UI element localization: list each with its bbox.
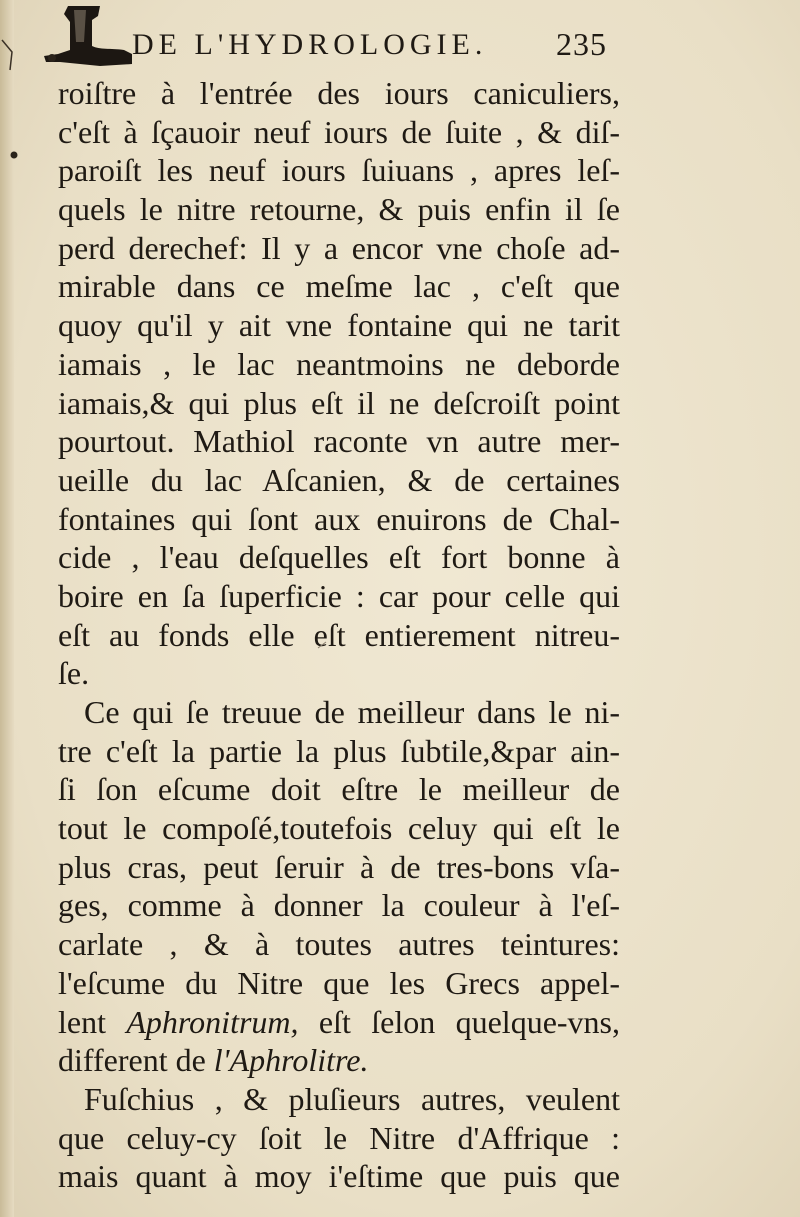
text-line: l'eſcume du Nitre que les Grecs appel-	[58, 964, 620, 1001]
body-text	[58, 74, 620, 1196]
text-line: plus cras, peut ſeruir à de tres-bons vſa-	[58, 848, 620, 885]
running-head: DE L'HYDROLOGIE.	[132, 28, 488, 61]
text-line: ſe.	[58, 655, 90, 692]
text-line: paroiſt les neuf iours ſuiuans , apres leſ-	[58, 152, 620, 189]
text-line: pourtout. Mathiol raconte vn autre mer-	[58, 423, 620, 460]
text-line: tout le compoſé,toutefois celuy qui eſt le	[58, 810, 620, 847]
text-line: mirable dans ce meſme lac , c'eſt que	[58, 268, 620, 305]
text-line: iamais,& qui plus eſt il ne deſcroiſt point	[58, 384, 620, 421]
text-line: roiſtre à l'entrée des iours caniculiers,	[58, 75, 620, 111]
text-segment: eſt ſelon quelque-vns,	[298, 1003, 621, 1040]
text-line: eſt au fonds elle eſt entierement nitreu-	[58, 616, 620, 653]
woodcut-ornament	[40, 6, 135, 68]
text-line: c'eſt à ſçauoir neuf iours de ſuite , & diſ-	[58, 113, 620, 150]
page-number: 235	[556, 26, 607, 62]
text-line: que celuy-cy ſoit le Nitre d'Affrique :	[58, 1119, 620, 1156]
text-line: cide , l'eau deſquelles eſt fort bonne à	[58, 539, 620, 576]
text-line: iamais , le lac neantmoins ne deborde	[58, 345, 620, 382]
text-segment: lent	[58, 1003, 127, 1040]
text-line: ges, comme à donner la couleur à l'eſ-	[58, 887, 620, 924]
text-line: quoy qu'il y ait vne fontaine qui ne tarit	[58, 307, 620, 344]
page-gutter	[0, 0, 14, 1217]
paragraph-start-line: Ce qui ſe treuue de meilleur dans le ni-	[84, 694, 620, 730]
text-line: fontaines qui ſont aux enuirons de Chal-	[58, 500, 620, 537]
text-line: perd derechef: Il y a encor vne choſe ad-	[58, 229, 620, 266]
text-line: ſi ſon eſcume doit eſtre le meilleur de	[58, 771, 620, 808]
paragraph-start-line: Fuſchius , & pluſieurs autres, veulent	[84, 1080, 620, 1117]
text-line: ueille du lac Aſcanien, & de certaines	[58, 461, 620, 498]
italic-term: Aphronitrum,	[126, 1003, 299, 1040]
text-line-with-italic	[58, 1041, 620, 1080]
text-line-with-italic	[58, 1003, 620, 1042]
text-line: mais quant à moy i'eſtime que puis que	[58, 1158, 620, 1195]
text-line: quels le nitre retourne, & puis enfin il ſe	[58, 191, 620, 228]
text-segment: different de	[58, 1042, 214, 1079]
italic-term: l'Aphrolitre.	[213, 1042, 369, 1079]
text-line: boire en ſa ſuperficie : car pour celle qui	[58, 577, 620, 614]
text-line: tre c'eſt la partie la plus ſubtile,&par ain-	[58, 732, 620, 769]
text-line: carlate , & à toutes autres teintures:	[58, 926, 620, 963]
